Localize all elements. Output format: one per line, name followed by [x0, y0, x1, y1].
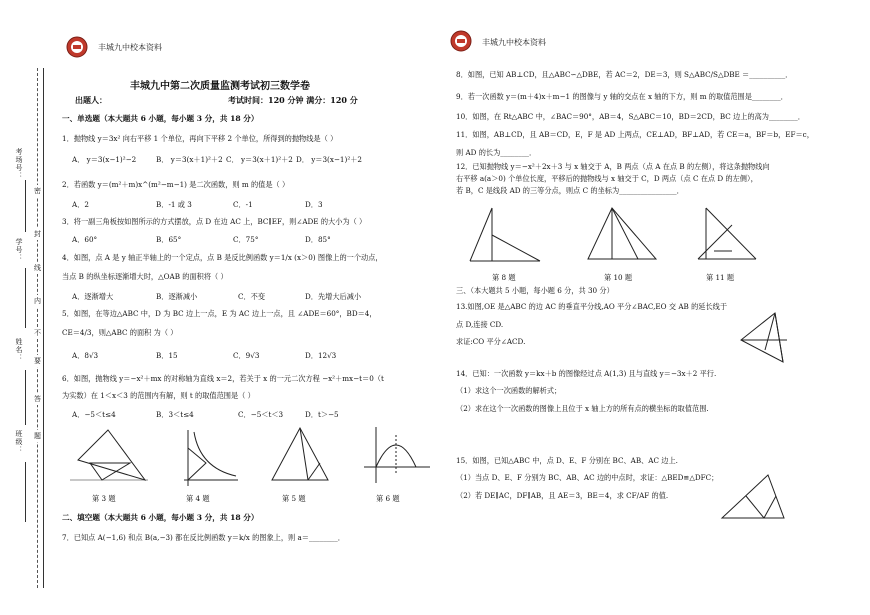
q12-line-2: 右平移 a(a＞0) 个单位长度，平移后的抛物线与 x 轴交于 C，D 两点（点 C 在点 D 的左侧），	[456, 174, 758, 183]
q5-opt-a: A．8√3	[72, 351, 99, 360]
q3-stem: 3．将一副三角板按如图所示的方式摆放，点 D 在边 AC 上，BC∥EF，则∠ADE 的大小为（ ）	[62, 217, 367, 226]
q13-line-1: 13.如图,OE 是△ABC 的边 AC 的垂直平分线,AO 平分∠BAC,EO 交 AB 的延长线于	[456, 302, 728, 311]
caption-q5: 第 5 题	[282, 494, 306, 503]
q4-stem-1: 4．如图，点 A 是 y 轴正半轴上的一个定点，点 B 是反比例函数 y＝1/x (x＞0) 图像上的一个动点，	[62, 253, 383, 262]
q6-opt-a: A．−5＜t≤4	[72, 410, 116, 419]
q5-opt-d: D．12√3	[305, 351, 337, 360]
figure-q4	[180, 428, 240, 488]
header-left: 丰城九中校本资料	[98, 43, 162, 52]
q2-opt-c: C．-1	[233, 200, 253, 209]
header-right: 丰城九中校本资料	[482, 38, 546, 47]
q6-opt-b: B．3＜t≤4	[156, 410, 194, 419]
section1-heading: 一、单选题（本大题共 6 小题，每小题 3 分，共 18 分）	[62, 114, 259, 123]
q2-opt-d: D．3	[305, 200, 323, 209]
figure-q11	[692, 205, 762, 265]
q4-opt-b: B．逐渐减小	[156, 292, 198, 301]
figure-q5	[268, 425, 338, 485]
q3-opt-b: B．65°	[156, 235, 182, 244]
q2-stem: 2．若函数 y＝(m²＋m)x^(m²−m−1) 是二次函数，则 m 的值是（ ）	[62, 180, 290, 189]
q1-opt-d: D． y＝3(x−1)²＋2	[296, 155, 362, 164]
q1-opt-a: A． y＝3(x−1)²−2	[72, 155, 137, 164]
q9: 9．若一次函数 y＝(m＋4)x＋m−1 的图像与 y 轴的交点在 x 轴的下方，则 m 的取值范围是________．	[456, 92, 788, 101]
seal-mark: 要	[34, 357, 41, 365]
q3-opt-d: D．85°	[305, 235, 331, 244]
q15-line-3: （2）若 DE∥AC，DF∥AB，且 AE＝3，BE＝4，求 CF/AF 的值.	[456, 491, 669, 500]
section2-heading: 二、填空题（本大题共 6 小题，每小题 3 分，共 18 分）	[62, 513, 259, 522]
q4-stem-2: 当点 B 的纵坐标逐渐增大时，△OAB 的面积将（ ）	[62, 272, 228, 281]
q4-opt-a: A．逐渐增大	[72, 292, 114, 301]
binding-line	[43, 68, 44, 588]
q5-opt-b: B．15	[156, 351, 178, 360]
q2-opt-b: B．-1 或 3	[156, 200, 192, 209]
section3-heading: 三、（本大题共 5 小题，每小题 6 分，共 30 分）	[456, 286, 614, 295]
q11-line-1: 11．如图，AB⊥CD，且 AB＝CD，E，F 是 AD 上两点，CE⊥AD，BF⊥AD，若 CE＝a，BF＝b，EF＝c，	[456, 130, 814, 139]
seal-mark: 封	[34, 230, 41, 238]
q10: 10．如图，在 Rt△ABC 中，∠BAC＝90°，AB＝4，S△ABC＝10，BD＝2CD，BC 边上的高为________．	[456, 112, 805, 121]
q14-line-2: （1）求这个一次函数的解析式；	[456, 386, 562, 395]
q6-opt-d: D．t＞−5	[305, 410, 339, 419]
author-label: 出题人：	[75, 95, 107, 105]
figure-q3	[70, 425, 150, 485]
seal-mark: 题	[34, 432, 41, 440]
q15-line-1: 15．如图，已知△ABC 中，点 D、E、F 分别在 BC、AB、AC 边上.	[456, 456, 678, 465]
caption-q6: 第 6 题	[376, 494, 400, 503]
seal-mark: 密	[34, 187, 41, 195]
q13-line-2: 点 D,连接 CD.	[456, 320, 504, 329]
q14-line-3: （2）求在这个一次函数的图像上且位于 x 轴上方的所有点的横坐标的取值范围.	[456, 404, 709, 413]
name-label: 姓名：	[15, 338, 23, 362]
class-label: 班级：	[15, 430, 23, 454]
figure-q6	[362, 425, 432, 485]
caption-q8: 第 8 题	[492, 273, 516, 282]
seal-mark: 不	[34, 329, 41, 337]
q11-line-2: 则 AD 的长为________．	[456, 148, 537, 157]
q8: 8．如图，已知 AB⊥CD，且△ABC∽△DBE，若 AC＝2，DE＝3，则 S△ABC/S△DBE ＝__________．	[456, 70, 793, 79]
seat-no-label: 学号：	[15, 238, 23, 262]
q6-stem-1: 6．如图，抛物线 y＝−x²＋mx 的对称轴为直线 x＝2，若关于 x 的一元二次方程 −x²＋mx−t＝0（t	[62, 374, 384, 383]
q4-opt-d: D．先增大后减小	[305, 292, 362, 301]
seal-mark: 线	[34, 264, 41, 272]
q6-opt-c: C．−5＜t＜3	[238, 410, 284, 419]
figure-q8	[466, 205, 551, 265]
q1-opt-c: C． y＝3(x＋1)²＋2	[226, 155, 293, 164]
q12-line-3: 若 B，C 是线段 AD 的三等分点，则点 C 的坐标为________________．	[456, 186, 684, 195]
q3-opt-c: C．75°	[233, 235, 259, 244]
q1-stem: 1．抛物线 y＝3x² 向右平移 1 个单位，再向下平移 2 个单位，所得到的抛物线是（ ）	[62, 134, 338, 143]
figure-q13	[735, 310, 795, 365]
time-score: 考试时间：120 分钟 满分：120 分	[228, 95, 358, 105]
exam-title: 丰城九中第二次质量监测考试初三数学卷	[130, 81, 310, 92]
school-logo-left	[66, 36, 88, 58]
caption-q4: 第 4 题	[186, 494, 210, 503]
q15-line-2: （1）当点 D、E、F 分别为 BC、AB、AC 边的中点时，求证：△BED≌△DFC；	[456, 473, 719, 482]
q5-stem-2: CE＝4/3，则△ABC 的面积 为（ ）	[62, 328, 178, 337]
caption-q3: 第 3 题	[92, 494, 116, 503]
q2-opt-a: A．2	[72, 200, 89, 209]
school-no-label: 考场号：	[15, 148, 23, 180]
q1-opt-b: B． y＝3(x＋1)²＋2	[156, 155, 223, 164]
name-line	[25, 370, 26, 425]
caption-q11: 第 11 题	[706, 273, 735, 282]
figure-q15	[718, 472, 788, 522]
q14-line-1: 14．已知：一次函数 y＝kx＋b 的图像经过点 A(1,3) 且与直线 y＝−3x＋2 平行.	[456, 369, 717, 378]
seal-mark: 内	[34, 297, 41, 305]
figure-q10	[584, 205, 664, 265]
q3-opt-a: A．60°	[72, 235, 98, 244]
q5-stem-1: 5．如图，在等边△ABC 中，D 为 BC 边上一点，E 为 AC 边上一点，且 ∠ADE＝60°，BD＝4，	[62, 309, 377, 318]
seal-mark: 答	[34, 395, 41, 403]
q6-stem-2: 为实数）在 1＜x＜3 的范围内有解，则 t 的取值范围是（ ）	[62, 391, 255, 400]
school-no-line	[25, 180, 26, 232]
q12-line-1: 12．已知抛物线 y＝−x²＋2x＋3 与 x 轴交于 A，B 两点（点 A 在点 B 的左侧），将这条抛物线向	[456, 162, 770, 171]
seat-no-line	[25, 268, 26, 328]
school-logo-right	[450, 30, 472, 52]
class-line	[25, 462, 26, 522]
caption-q10: 第 10 题	[604, 273, 633, 282]
q7: 7．已知点 A(−1,6) 和点 B(a,−3) 都在反比例函数 y＝k/x 的图象上，则 a＝________．	[62, 533, 345, 542]
q5-opt-c: C．9√3	[233, 351, 260, 360]
q4-opt-c: C．不变	[238, 292, 266, 301]
q13-line-3: 求证:CO 平分∠ACD.	[456, 337, 526, 346]
